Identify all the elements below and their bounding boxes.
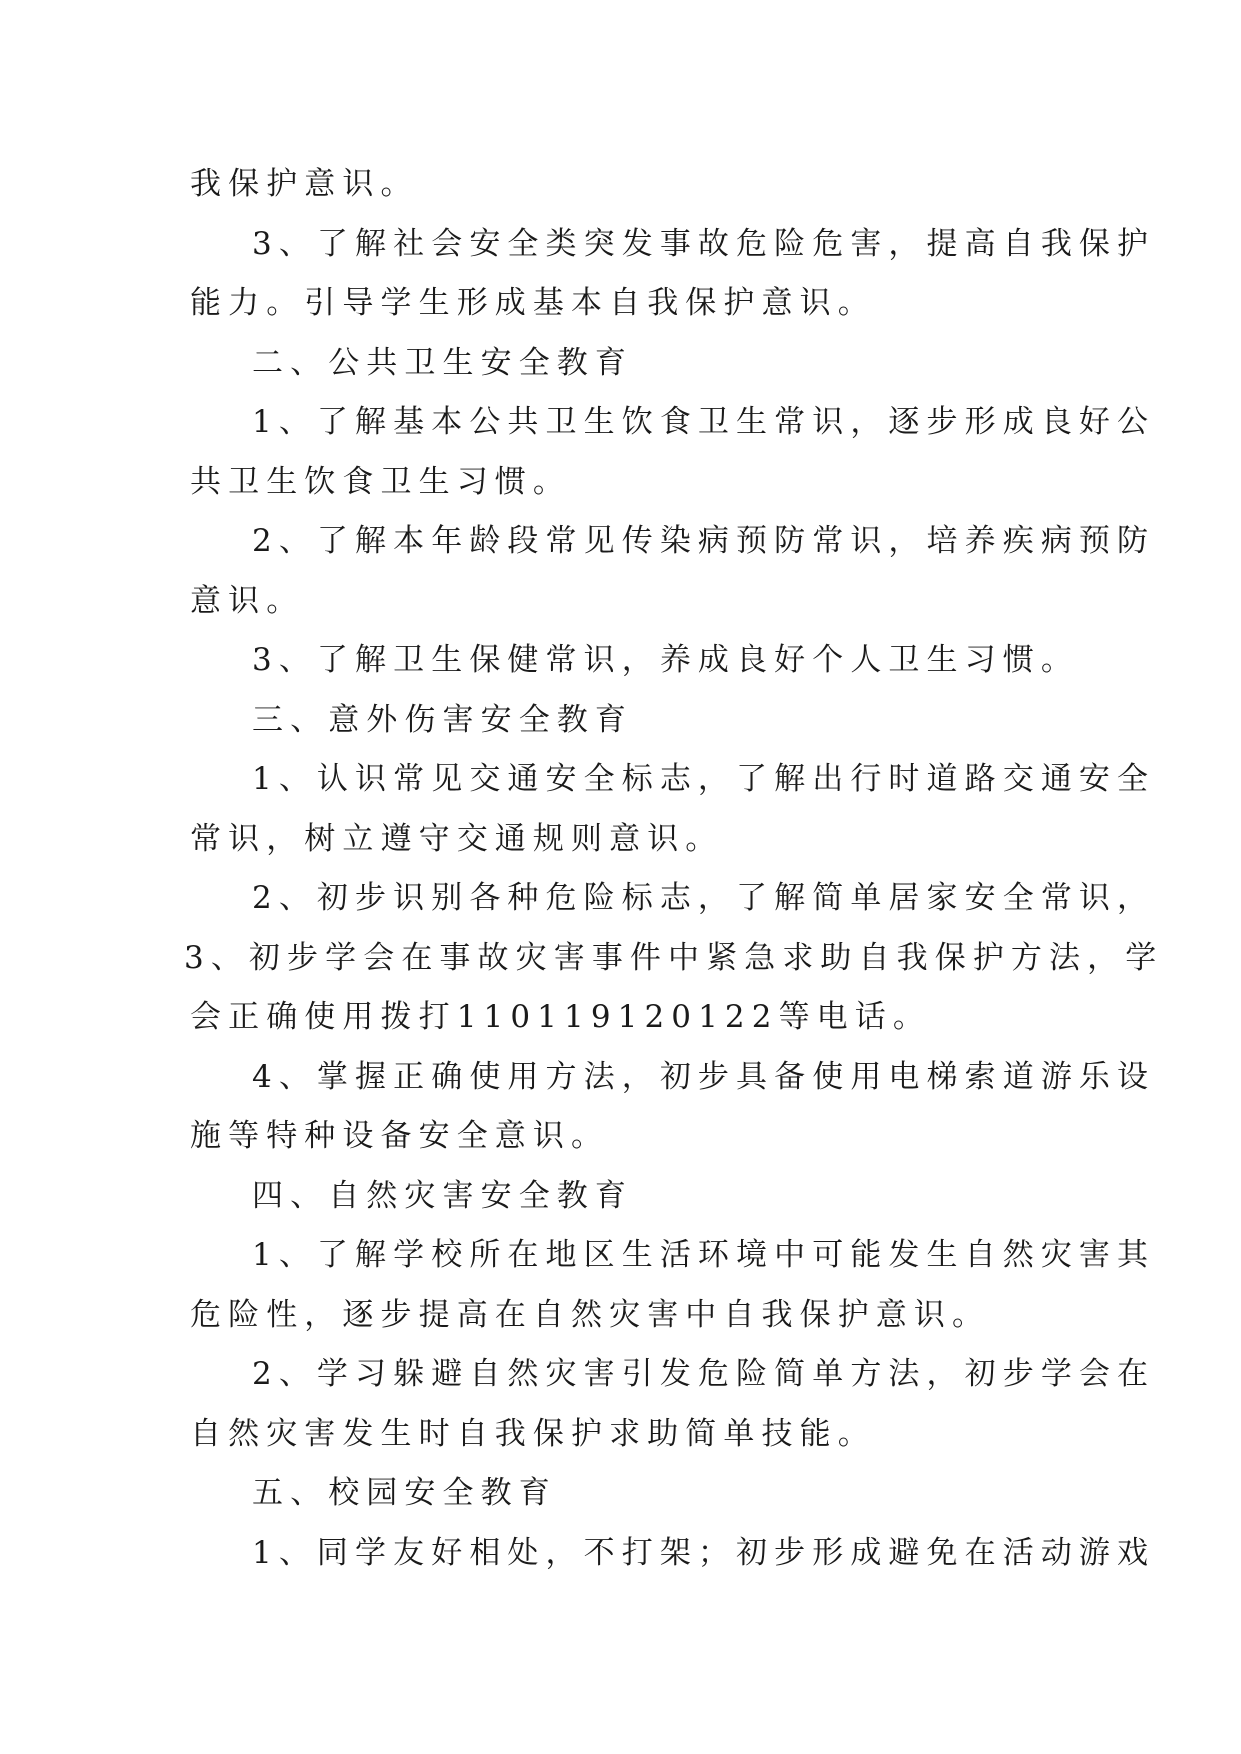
text-line: 1、了解基本公共卫生饮食卫生常识，逐步形成良好公 [252, 404, 1156, 440]
text-line: 我保护意识。 [190, 166, 419, 202]
text-line: 能力。引导学生形成基本自我保护意识。 [190, 285, 876, 321]
text-line: 4、掌握正确使用方法，初步具备使用电梯索道游乐设 [252, 1058, 1156, 1095]
text-line: 3、了解卫生保健常识，养成良好个人卫生习惯。 [252, 642, 1079, 678]
section-heading: 五、校园安全教育 [252, 1475, 557, 1511]
text-line: 意识。 [190, 582, 305, 619]
text-line: 1、同学友好相处，不打架；初步形成避免在活动游戏 [252, 1534, 1156, 1571]
text-line: 共卫生饮食卫生习惯。 [190, 463, 571, 500]
section-heading: 四、自然灾害安全教育 [252, 1177, 633, 1214]
text-line: 施等特种设备安全意识。 [190, 1118, 610, 1154]
text-line: 3、初步学会在事故灾害事件中紧急求助自我保护方法，学 [184, 939, 1164, 976]
text-line: 2、初步识别各种危险标志，了解简单居家安全常识， [252, 880, 1156, 916]
text-line: 1、认识常见交通安全标志，了解出行时道路交通安全 [252, 761, 1156, 797]
text-line: 自然灾害发生时自我保护求助简单技能。 [190, 1415, 876, 1452]
section-heading: 二、公共卫生安全教育 [252, 344, 633, 381]
document-body [184, 155, 1164, 1583]
text-line: 常识，树立遵守交通规则意识。 [190, 820, 724, 857]
text-line: 3、了解社会安全类突发事故危险危害，提高自我保护 [252, 225, 1156, 262]
text-line: 2、了解本年龄段常见传染病预防常识，培养疾病预防 [252, 523, 1156, 559]
text-line: 1、了解学校所在地区生活环境中可能发生自然灾害其 [252, 1237, 1156, 1273]
text-line: 危险性，逐步提高在自然灾害中自我保护意识。 [190, 1296, 991, 1333]
text-line: 2、学习躲避自然灾害引发危险简单方法，初步学会在 [252, 1356, 1156, 1392]
section-heading: 三、意外伤害安全教育 [252, 701, 633, 738]
text-line: 会正确使用拨打110119120122等电话。 [190, 999, 931, 1035]
